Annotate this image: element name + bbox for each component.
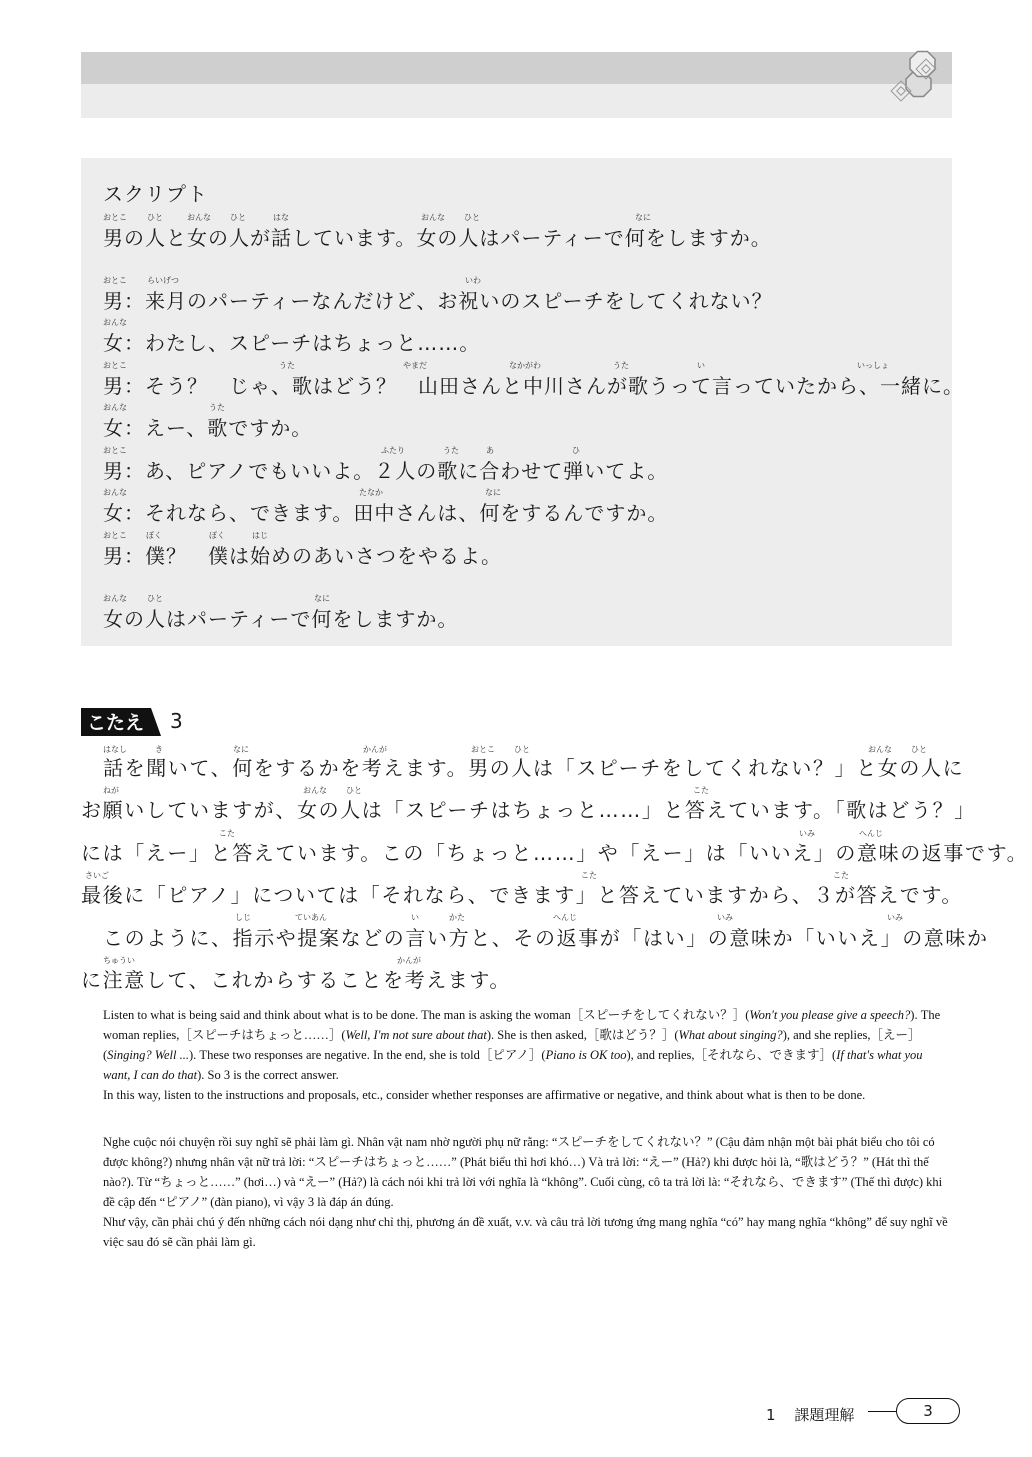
- answer-line-1: 話を聞いて、何をするかを考えます。男の人は「スピーチをしてくれない？」と女の人に: [103, 756, 965, 780]
- dialogue-line-4: 女：えー、歌ですか。: [103, 416, 313, 440]
- dialogue-line-3: 男：そう？ じゃ、歌はどう？ 山田さんと中川さんが歌うって言っていたから、一緒に。: [103, 374, 964, 398]
- script-heading: スクリプト: [103, 182, 208, 206]
- answer-line-6: に注意して、これからすることを考えます。: [81, 968, 511, 992]
- answer-line-3: には「えー」と答えています。この「ちょっと……」や「えー」は「いいえ」の意味の返事です。: [81, 841, 1029, 865]
- dialogue-line-2: 女：わたし、スピーチはちょっと……。: [103, 331, 481, 355]
- english-explanation-2: In this way, listen to the instructions and proposals, etc., consider whether responses are affirmative or negative, and think about what is then to be done.: [103, 1088, 866, 1102]
- section-title: 課題理解: [794, 1406, 855, 1424]
- vietnamese-explanation-2: Như vậy, cần phải chú ý đến những cách nói dạng như chỉ thị, phương án đề xuất, v.v. và câu trả lời tương ứng mang nghĩa “có” hay mang nghĩa “không” để suy nghĩ về việc sau đó sẽ cần phải làm gì.: [103, 1215, 948, 1249]
- dialogue-line-1: 男：来月のパーティーなんだけど、お祝いのスピーチをしてくれない？: [103, 289, 773, 313]
- dialogue-line-7: 男：僕？ 僕は始めのあいさつをやるよ。: [103, 544, 502, 568]
- knot-ornament-icon: [872, 50, 952, 118]
- dialogue-line-5: 男：あ、ピアノでもいいよ。２人の歌に合わせて弾いてよ。: [103, 459, 669, 483]
- section-number: 1: [766, 1406, 776, 1424]
- vietnamese-explanation-1: Nghe cuộc nói chuyện rồi suy nghĩ sẽ phải làm gì. Nhân vật nam nhờ người phụ nữ rằng: “スピーチをしてくれない？” (Cậu đảm nhận một bài phát biểu cho tôi có được không?) nhưng nhân vật nữ trả lời: “スピーチはちょっと……” (Phát biểu thì hơi khó…) Và trả lời: “えー” (Hả?) khi được hỏi là, “歌はどう？” (Hát thì thế nào?). Từ “ちょっと……” (hơi…) và “えー” (Hả?) là cách nói khi trả lời với nghĩa là “không”. Cuối cùng, cô ta trả lời là: “それなら、できます” (Thế thì được) khi đề cập đến “ピアノ” (đàn piano), vì vậy 3 là đáp án đúng.: [103, 1135, 943, 1209]
- answer-line-5: このように、指示や提案などの言い方と、その返事が「はい」の意味か「いいえ」の意味か: [103, 926, 989, 950]
- answer-label: こたえ: [87, 712, 145, 734]
- header-band: [81, 52, 952, 118]
- answer-number: 3: [170, 709, 183, 733]
- script-final-question: 女の人はパーティーで何をしますか。: [103, 607, 459, 631]
- answer-label-tag: [81, 708, 161, 736]
- footer-rule: [868, 1411, 896, 1412]
- page-number: 3: [896, 1398, 960, 1424]
- answer-line-2: お願いしていますが、女の人は「スピーチはちょっと……」と答えています。「歌はどう？」: [81, 798, 976, 822]
- dialogue-line-6: 女：それなら、できます。田中さんは、何をするんですか。: [103, 501, 669, 525]
- english-explanation-1: Listen to what is being said and think about what is to be done. The man is asking the woman［スピーチをしてくれない？］(Won't you please give a speech?). The woman replies,［スピーチはちょっと……］(Well, I'm not sure about that). She is then asked,［歌はどう？］(What about singing?), and she replies,［えー］(Singing? Well ...). These two responses are negative. In the end, she is told［ピアノ］(Piano is OK too), and replies,［それなら、できます］(If that's what you want, I can do that). So 3 is the correct answer.: [103, 1008, 941, 1082]
- footer-section: [766, 1404, 854, 1425]
- answer-line-4: 最後に「ピアノ」については「それなら、できます」と答えていますから、３が答えです。: [81, 883, 963, 907]
- script-question: 男の人と女の人が話しています。女の人はパーティーで何をしますか。: [103, 226, 772, 250]
